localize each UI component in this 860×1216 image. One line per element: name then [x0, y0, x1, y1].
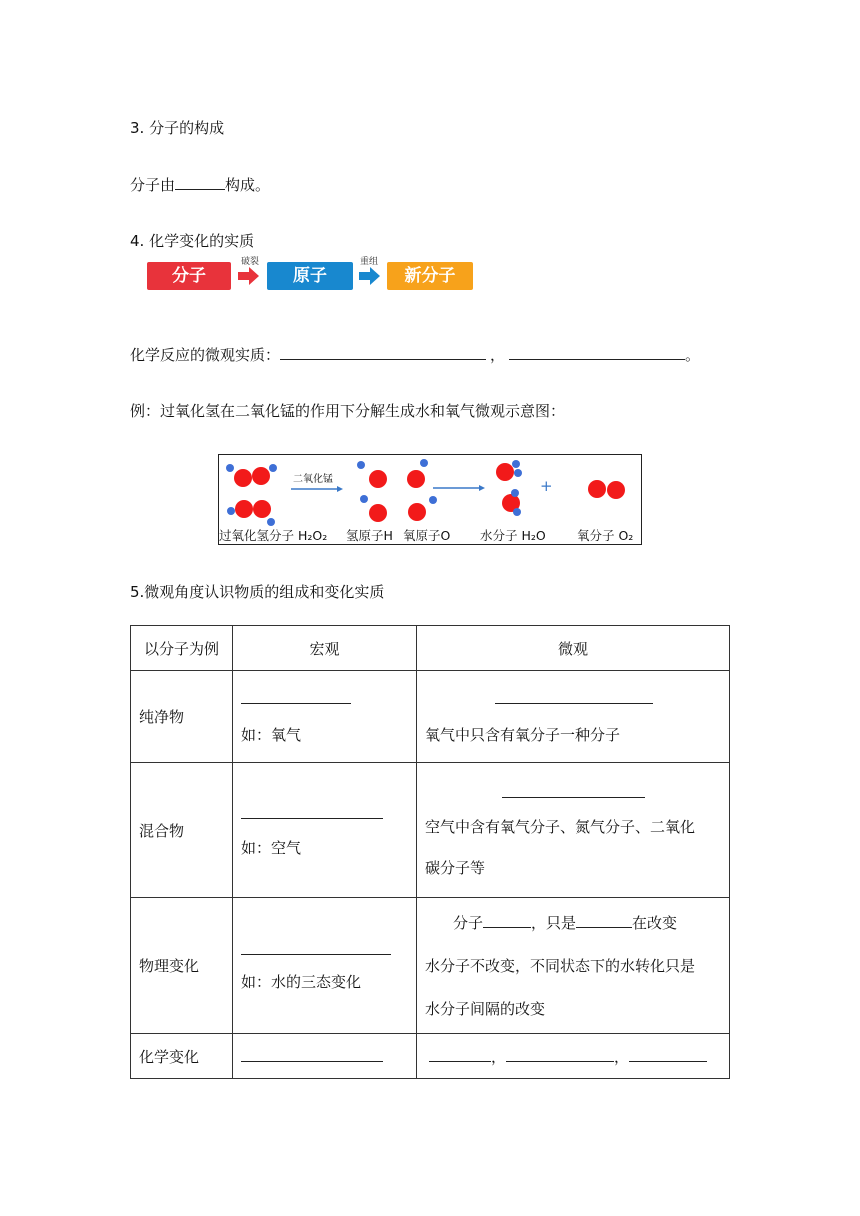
separator: ，	[491, 1047, 507, 1066]
header-cell: 微观	[417, 626, 730, 671]
row-label: 纯净物	[131, 671, 233, 763]
oxygen-molecule	[588, 480, 625, 499]
row-label: 化学变化	[131, 1034, 233, 1079]
fill-blank[interactable]	[506, 1046, 614, 1062]
macro-example: 如：空气	[241, 838, 302, 857]
macro-cell	[233, 671, 417, 763]
red-arrow-icon	[238, 267, 260, 285]
separator: ，	[490, 346, 506, 364]
label-o-atom: 氧原子O	[403, 528, 451, 543]
blue-arrow-icon	[359, 267, 381, 285]
micro-text: 水分子间隔的改变	[425, 1000, 546, 1018]
macro-cell	[233, 763, 417, 898]
table-row	[131, 763, 730, 898]
macro-cell	[233, 898, 417, 1034]
macro-cell	[233, 1034, 417, 1079]
sentence-suffix: 构成。	[225, 176, 271, 194]
period: 。	[685, 346, 701, 364]
table-row	[131, 898, 730, 1034]
micro-line-1: 分子 ，只是 在改变	[453, 914, 678, 932]
fill-blank[interactable]	[629, 1046, 707, 1062]
fill-blank[interactable]	[241, 688, 351, 704]
micro-text: 氧气中只含有氧分子一种分子	[425, 726, 621, 744]
macro-example: 如：水的三态变化	[241, 973, 362, 991]
micro-text: 碳分子等	[425, 859, 486, 877]
fill-blank[interactable]	[502, 782, 645, 798]
micro-text: 水分子不改变，不同状态下的水转化只是	[425, 957, 696, 975]
label-oxygen: 氧分子 O₂	[577, 528, 634, 543]
table-row	[131, 1034, 730, 1079]
flow-box-molecule: 分子	[147, 262, 231, 290]
macro-example: 如：氧气	[241, 726, 302, 744]
water-molecules	[496, 460, 522, 516]
label-water: 水分子 H₂O	[480, 528, 546, 543]
fill-blank[interactable]	[280, 344, 486, 360]
header-cell: 以分子为例	[131, 626, 233, 671]
fill-blank[interactable]	[241, 939, 391, 955]
plus-sign: +	[540, 477, 553, 495]
row-label: 物理变化	[131, 898, 233, 1034]
h2o2-molecules	[226, 464, 277, 526]
fill-blank[interactable]	[429, 1046, 491, 1062]
flow-box-atom: 原子	[267, 262, 353, 290]
table-row	[131, 671, 730, 763]
separated-atoms	[357, 459, 437, 522]
essence-sentence	[130, 344, 700, 365]
micro-cell	[417, 671, 730, 763]
label-h2o2: 过氧化氢分子 H₂O₂	[219, 528, 328, 543]
header-cell: 宏观	[233, 626, 417, 671]
reaction-diagram	[218, 454, 642, 545]
section-3-heading: 3. 分子的构成	[130, 119, 225, 137]
micro-text: 空气中含有氧气分子、氮气分子、二氧化	[425, 818, 696, 836]
micro-macro-table	[130, 625, 730, 1079]
section-3-sentence	[130, 174, 270, 195]
sentence-prefix: 分子由	[130, 176, 176, 194]
row-label: 混合物	[131, 763, 233, 898]
flow-arrow-label-recombine: 重组	[360, 257, 379, 267]
flow-arrow-label-break: 破裂	[241, 257, 260, 267]
separator: ，	[614, 1047, 630, 1066]
fill-blank[interactable]	[175, 174, 225, 190]
flow-box-new-molecule: 新分子	[387, 262, 473, 290]
fill-blank[interactable]	[241, 803, 383, 819]
micro-cell	[417, 763, 730, 898]
catalyst-label: 二氧化锰	[293, 474, 333, 485]
fill-blank[interactable]	[495, 688, 653, 704]
fill-blank[interactable]	[509, 344, 685, 360]
fill-blank[interactable]	[483, 912, 531, 928]
micro-cell	[417, 898, 730, 1034]
table-header-row	[131, 626, 730, 671]
fill-blank[interactable]	[241, 1046, 383, 1062]
section-4-heading: 4. 化学变化的实质	[130, 232, 255, 250]
essence-prefix: 化学反应的微观实质：	[130, 346, 281, 364]
label-h-atom: 氢原子H	[346, 528, 393, 543]
micro-cell	[417, 1034, 730, 1079]
fill-blank[interactable]	[576, 912, 632, 928]
section-5-heading: 5.微观角度认识物质的组成和变化实质	[130, 583, 385, 601]
example-sentence: 例：过氧化氢在二氧化锰的作用下分解生成水和氧气微观示意图：	[130, 402, 566, 420]
